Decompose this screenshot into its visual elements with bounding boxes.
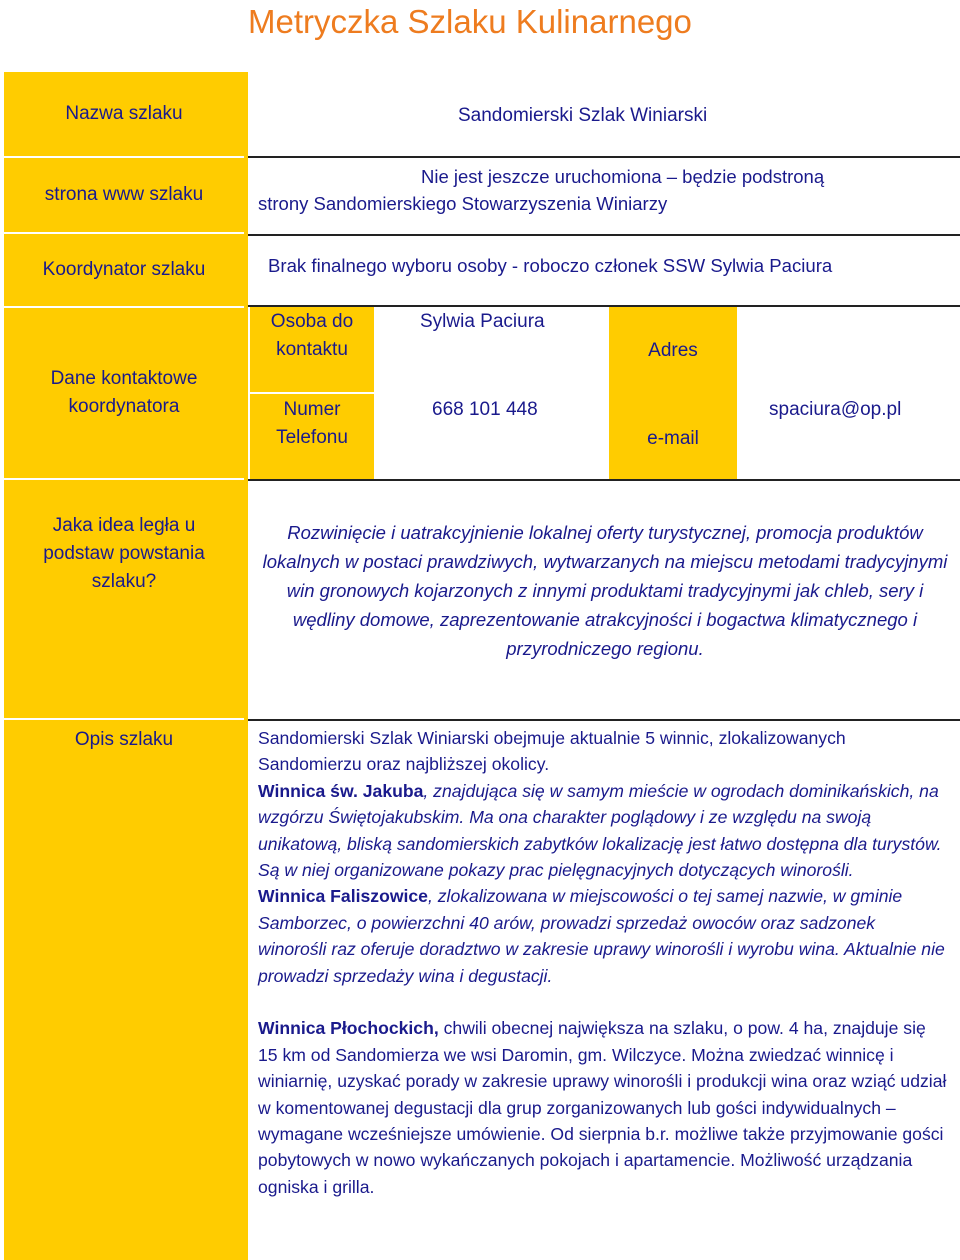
winery-name: Winnica św. Jakuba <box>258 780 424 801</box>
document-title: Metryczka Szlaku Kulinarnego <box>248 3 692 40</box>
description-intro: Sandomierski Szlak Winiarski obejmuje aktualnie 5 winnic, zlokalizowanych Sandomierzu oraz najbliższej okolicy. <box>258 728 846 775</box>
person-label: Osoba do kontaktu <box>270 311 354 360</box>
person-value: Sylwia Paciura <box>420 311 545 332</box>
row-divider <box>248 479 960 481</box>
label-description: Opis szlaku <box>74 729 174 750</box>
row-divider <box>248 719 960 721</box>
winery-name: Winnica Płochockich, <box>258 1018 439 1039</box>
phone-label: Numer Telefonu <box>276 399 348 448</box>
idea-text: Rozwinięcie i uatrakcyjnienie lokalnej oferty turystycznej, promocja produktów lokalnych w postaci prawdziwych, wytwarzanych na miejscu metodami tradycyjnymi win gronowych kojarzonych z innymi produktami tradycyjnymi jak chleb, sery i wędliny domowe, zaprezentowanie atrakcyjności i bogactwa klimatycznego i przyrodniczego regionu. <box>262 522 948 659</box>
website-value-line1: Nie jest jeszcze uruchomiona – będzie podstroną <box>421 166 825 187</box>
phone-value: 668 101 448 <box>432 399 538 420</box>
label-website: strona www szlaku <box>4 158 244 234</box>
email-label: e-mail <box>647 428 699 449</box>
winery-name: Winnica Faliszowice <box>258 886 428 907</box>
trail-description <box>258 725 948 1200</box>
winery-text: chwili obecnej największa na szlaku, o pow. 4 ha, znajduje się 15 km od Sandomierza we wsi Daromin, gm. Wilczyce. Można zwiedzać winnicę i winiarnię, uzyskać porady w zakresie uprawy winorośli i produkcji wina oraz wziąć udział w komentowanej degustacji dla grup zorganizowanych lub gości indywidualnych – wymagane wcześniejsze umówienie. Od sierpnia b.r. możliwe także przyjmowanie gości pobytowych w nowo wykańczanych pokojach i apartamencie. Możliwość urządzania ogniska i grilla. <box>258 1018 947 1197</box>
contact-label-column <box>609 307 737 479</box>
website-value-line2: strony Sandomierskiego Stowarzyszenia Winiarzy <box>258 193 668 214</box>
label-contact: Dane kontaktowe koordynatora <box>4 308 244 480</box>
paragraph-gap <box>258 989 948 1015</box>
email-value[interactable]: spaciura@op.pl <box>769 399 902 420</box>
winery-plochockich <box>258 1015 948 1200</box>
label-coordinator: Koordynator szlaku <box>4 234 244 308</box>
coordinator-value: Brak finalnego wyboru osoby - roboczo członek SSW Sylwia Paciura <box>268 255 833 276</box>
winery-text: , zlokalizowana w miejscowości o tej samej nazwie, w gminie Samborzec, o powierzchni 40 arów, prowadzi sprzedaż owoców oraz sadzonek winorośli raz oferuje doradztwo w zakresie uprawy winorośli i wyrobu wina. Aktualnie nie prowadzi sprzedaży wina i degustacji. <box>258 886 945 986</box>
trail-name-value: Sandomierski Szlak Winiarski <box>458 105 708 126</box>
contact-divider <box>250 392 374 394</box>
label-idea: Jaka idea legła u podstaw powstania szlaku? <box>4 482 244 720</box>
label-column <box>4 72 248 1260</box>
winery-faliszowice <box>258 883 948 989</box>
winery-st-jakub <box>258 778 948 884</box>
winery-text: , znajdująca się w samym mieście w ogrodach dominikańskich, na wzgórzu Świętojakubskim. Ma ona charakter poglądowy i ze względu na swoją unikatową, bliską sandomierskich zabytków lokalizację jest łatwo dostępna dla turystów. Są w niej organizowane pokazy prac pielęgnacyjnych dotyczących winorośli. <box>258 780 942 881</box>
label-trail-name: Nazwa szlaku <box>4 72 244 158</box>
row-divider <box>248 234 960 236</box>
address-label: Adres <box>648 340 698 361</box>
row-divider <box>248 156 960 158</box>
